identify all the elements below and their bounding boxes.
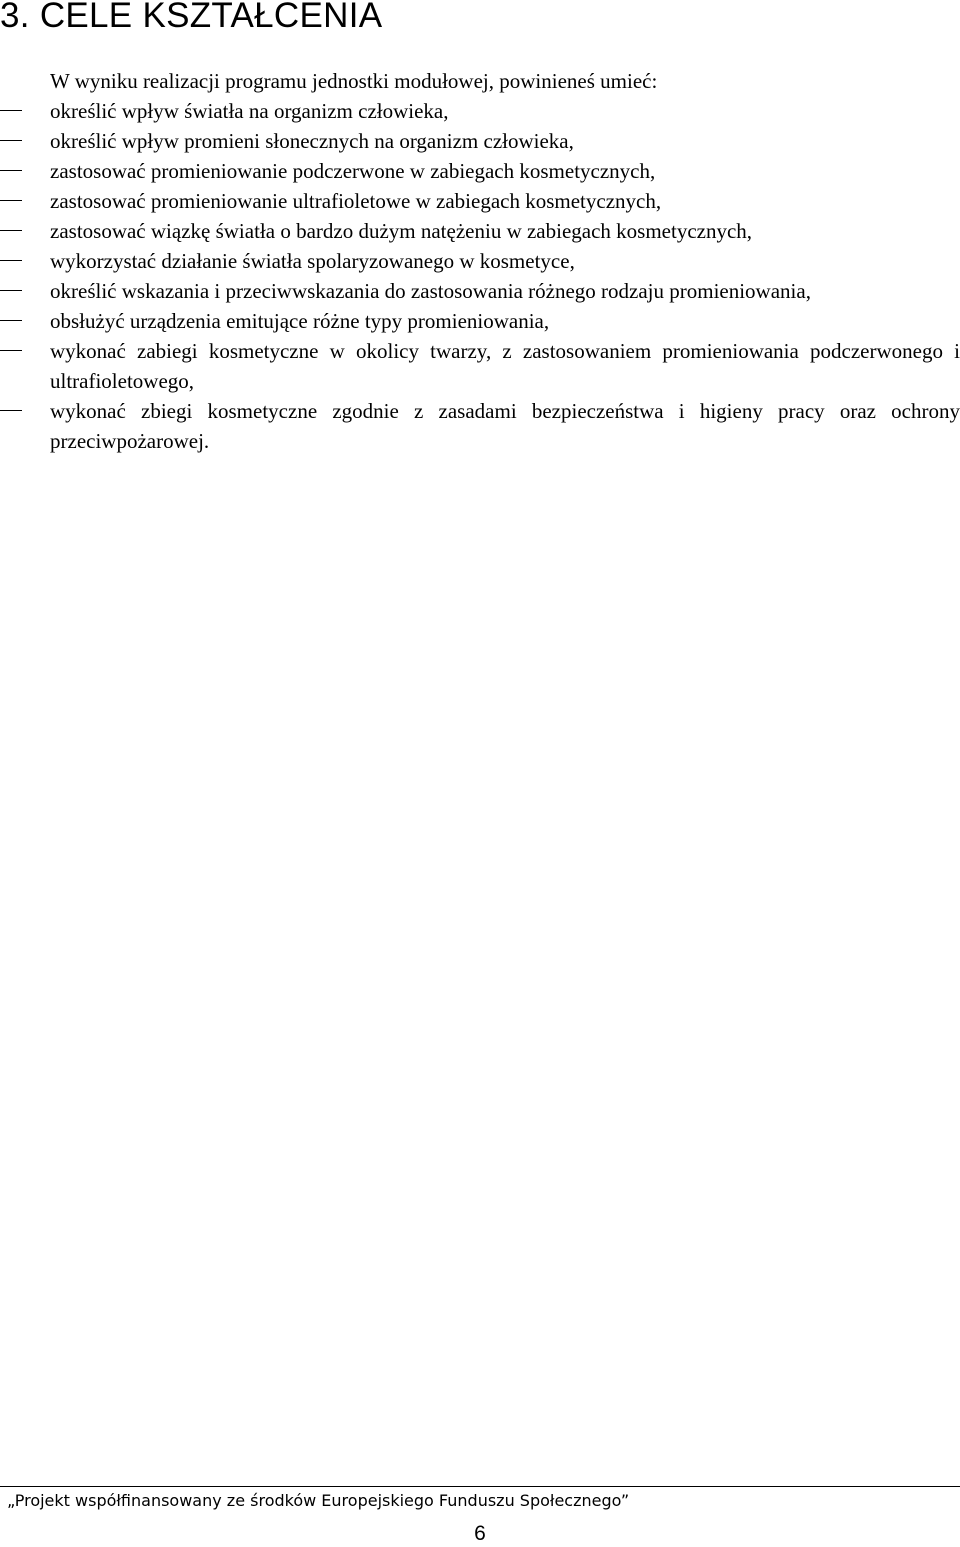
list-item-text: określić wpływ światła na organizm człowieka, <box>50 99 449 123</box>
dash-bullet-icon <box>0 230 22 231</box>
dash-bullet-icon <box>0 290 22 291</box>
list-item-text: wykonać zabiegi kosmetyczne w okolicy twarzy, z zastosowaniem promieniowania podczerwonego i ultrafioletowego, <box>50 339 960 393</box>
objectives-list <box>0 96 960 456</box>
list-item <box>0 216 960 246</box>
list-item <box>0 96 960 126</box>
list-item-text: zastosować wiązkę światła o bardzo dużym natężeniu w zabiegach kosmetycznych, <box>50 219 753 243</box>
page-number: 6 <box>474 1522 486 1545</box>
list-item <box>0 126 960 156</box>
page-title: 3. CELE KSZTAŁCENIA <box>0 0 383 35</box>
list-item-text: zastosować promieniowanie podczerwone w zabiegach kosmetycznych, <box>50 159 656 183</box>
list-item <box>0 396 960 456</box>
list-item-text: określić wskazania i przeciwwskazania do zastosowania różnego rodzaju promieniowania, <box>50 279 811 303</box>
footer-text: „Projekt współfinansowany ze środków Europejskiego Funduszu Społecznego” <box>7 1491 630 1510</box>
list-item <box>0 336 960 396</box>
dash-bullet-icon <box>0 110 22 111</box>
list-item <box>0 276 960 306</box>
list-item-text: obsłużyć urządzenia emitujące różne typy promieniowania, <box>50 309 550 333</box>
dash-bullet-icon <box>0 260 22 261</box>
dash-bullet-icon <box>0 320 22 321</box>
list-item <box>0 156 960 186</box>
dash-bullet-icon <box>0 140 22 141</box>
list-item-text: określić wpływ promieni słonecznych na organizm człowieka, <box>50 129 574 153</box>
list-item-text: wykorzystać działanie światła spolaryzowanego w kosmetyce, <box>50 249 575 273</box>
list-item <box>0 186 960 216</box>
dash-bullet-icon <box>0 350 22 351</box>
list-item <box>0 246 960 276</box>
list-item-text: wykonać zbiegi kosmetyczne zgodnie z zasadami bezpieczeństwa i higieny pracy oraz ochrony przeciwpożarowej. <box>50 399 960 453</box>
list-item <box>0 306 960 336</box>
dash-bullet-icon <box>0 410 22 411</box>
dash-bullet-icon <box>0 200 22 201</box>
footer-divider <box>0 1486 960 1487</box>
list-item-text: zastosować promieniowanie ultrafioletowe w zabiegach kosmetycznych, <box>50 189 662 213</box>
dash-bullet-icon <box>0 170 22 171</box>
intro-text: W wyniku realizacji programu jednostki modułowej, powinieneś umieć: <box>50 69 658 93</box>
